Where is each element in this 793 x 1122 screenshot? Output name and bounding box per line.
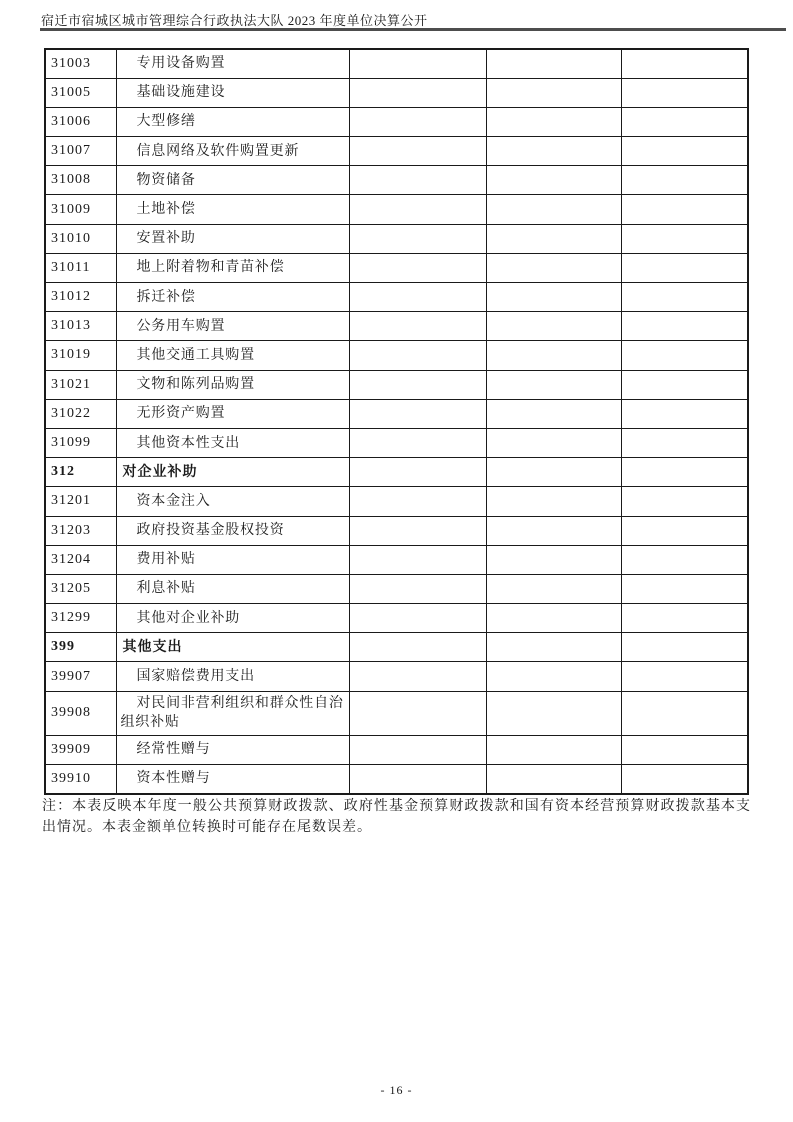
value-cell <box>621 399 748 428</box>
code-cell: 31013 <box>45 312 116 341</box>
code-cell: 31099 <box>45 428 116 457</box>
value-cell <box>621 312 748 341</box>
value-cell <box>486 341 621 370</box>
value-cell <box>486 49 621 78</box>
value-cell <box>621 341 748 370</box>
value-cell <box>349 399 486 428</box>
code-cell: 39909 <box>45 735 116 764</box>
item-name-cell: 费用补贴 <box>116 545 349 574</box>
item-name-cell: 资本金注入 <box>116 487 349 516</box>
table-row <box>45 574 748 603</box>
table-row <box>45 516 748 545</box>
value-cell <box>349 370 486 399</box>
code-cell: 31019 <box>45 341 116 370</box>
item-name-cell: 政府投资基金股权投资 <box>116 516 349 545</box>
value-cell <box>486 458 621 487</box>
value-cell <box>621 49 748 78</box>
code-cell: 31299 <box>45 604 116 633</box>
code-cell: 312 <box>45 458 116 487</box>
table-row <box>45 487 748 516</box>
table-row <box>45 428 748 457</box>
value-cell <box>349 166 486 195</box>
value-cell <box>621 458 748 487</box>
code-cell: 31003 <box>45 49 116 78</box>
value-cell <box>486 224 621 253</box>
header-rule <box>40 28 786 31</box>
table-row <box>45 195 748 224</box>
page-number: - 16 - <box>380 1083 413 1097</box>
value-cell <box>486 253 621 282</box>
value-cell <box>349 633 486 662</box>
value-cell <box>486 370 621 399</box>
code-cell: 31205 <box>45 574 116 603</box>
item-name-cell: 大型修缮 <box>116 107 349 136</box>
value-cell <box>349 312 486 341</box>
item-name-cell: 无形资产购置 <box>116 399 349 428</box>
value-cell <box>486 735 621 764</box>
value-cell <box>486 283 621 312</box>
value-cell <box>349 341 486 370</box>
value-cell <box>349 195 486 224</box>
table-row <box>45 399 748 428</box>
value-cell <box>621 662 748 691</box>
code-cell: 31006 <box>45 107 116 136</box>
table-row <box>45 224 748 253</box>
table-row <box>45 107 748 136</box>
value-cell <box>349 662 486 691</box>
code-cell: 31201 <box>45 487 116 516</box>
code-cell: 39907 <box>45 662 116 691</box>
table-row <box>45 370 748 399</box>
table-row <box>45 545 748 574</box>
code-cell: 31009 <box>45 195 116 224</box>
item-name-cell: 地上附着物和青苗补偿 <box>116 253 349 282</box>
value-cell <box>349 764 486 793</box>
item-name-cell: 对企业补助 <box>116 458 349 487</box>
item-name-cell: 拆迁补偿 <box>116 283 349 312</box>
item-name-cell: 基础设施建设 <box>116 78 349 107</box>
code-cell: 31021 <box>45 370 116 399</box>
value-cell <box>621 764 748 793</box>
value-cell <box>486 545 621 574</box>
item-name-cell: 专用设备购置 <box>116 49 349 78</box>
table-row <box>45 283 748 312</box>
value-cell <box>349 137 486 166</box>
value-cell <box>621 545 748 574</box>
item-name-cell: 经常性赠与 <box>116 735 349 764</box>
code-cell: 31203 <box>45 516 116 545</box>
value-cell <box>486 487 621 516</box>
value-cell <box>349 107 486 136</box>
value-cell <box>621 283 748 312</box>
value-cell <box>349 283 486 312</box>
value-cell <box>349 691 486 735</box>
item-name-cell: 物资储备 <box>116 166 349 195</box>
value-cell <box>486 516 621 545</box>
value-cell <box>486 691 621 735</box>
value-cell <box>486 312 621 341</box>
value-cell <box>621 78 748 107</box>
table-row <box>45 604 748 633</box>
value-cell <box>486 662 621 691</box>
expense-table-body <box>45 49 748 794</box>
value-cell <box>621 166 748 195</box>
value-cell <box>621 633 748 662</box>
value-cell <box>349 735 486 764</box>
value-cell <box>486 166 621 195</box>
value-cell <box>621 487 748 516</box>
code-cell: 31010 <box>45 224 116 253</box>
item-name-cell: 国家赔偿费用支出 <box>116 662 349 691</box>
code-cell: 31005 <box>45 78 116 107</box>
value-cell <box>486 604 621 633</box>
value-cell <box>349 78 486 107</box>
item-name-cell: 土地补偿 <box>116 195 349 224</box>
value-cell <box>621 691 748 735</box>
code-cell: 31008 <box>45 166 116 195</box>
value-cell <box>349 604 486 633</box>
footnote: 注：本表反映本年度一般公共预算财政拨款、政府性基金预算财政拨款和国有资本经营预算财政拨款基本支出情况。本表金额单位转换时可能存在尾数误差。 <box>42 799 751 835</box>
value-cell <box>349 253 486 282</box>
value-cell <box>621 370 748 399</box>
item-name-cell: 其他支出 <box>116 633 349 662</box>
table-row <box>45 633 748 662</box>
value-cell <box>349 487 486 516</box>
value-cell <box>349 49 486 78</box>
item-name-cell: 公务用车购置 <box>116 312 349 341</box>
item-name-cell: 其他资本性支出 <box>116 428 349 457</box>
value-cell <box>349 224 486 253</box>
expense-table <box>44 48 749 795</box>
item-name-cell: 安置补助 <box>116 224 349 253</box>
value-cell <box>486 764 621 793</box>
value-cell <box>486 574 621 603</box>
value-cell <box>349 458 486 487</box>
code-cell: 31007 <box>45 137 116 166</box>
code-cell: 39908 <box>45 691 116 735</box>
value-cell <box>349 545 486 574</box>
code-cell: 39910 <box>45 764 116 793</box>
value-cell <box>621 735 748 764</box>
table-row <box>45 312 748 341</box>
item-name-cell: 其他对企业补助 <box>116 604 349 633</box>
value-cell <box>621 107 748 136</box>
value-cell <box>486 399 621 428</box>
item-name-cell: 文物和陈列品购置 <box>116 370 349 399</box>
value-cell <box>621 516 748 545</box>
code-cell: 31204 <box>45 545 116 574</box>
table-row <box>45 691 748 735</box>
table-row <box>45 458 748 487</box>
value-cell <box>621 137 748 166</box>
table-row <box>45 341 748 370</box>
value-cell <box>486 195 621 224</box>
table-row <box>45 662 748 691</box>
item-name-cell: 资本性赠与 <box>116 764 349 793</box>
value-cell <box>621 574 748 603</box>
table-row <box>45 735 748 764</box>
code-cell: 31012 <box>45 283 116 312</box>
value-cell <box>621 195 748 224</box>
item-name-cell: 信息网络及软件购置更新 <box>116 137 349 166</box>
value-cell <box>486 78 621 107</box>
value-cell <box>349 428 486 457</box>
code-cell: 31022 <box>45 399 116 428</box>
item-name-cell: 利息补贴 <box>116 574 349 603</box>
code-cell: 31011 <box>45 253 116 282</box>
value-cell <box>621 224 748 253</box>
value-cell <box>621 604 748 633</box>
document-header-title: 宿迁市宿城区城市管理综合行政执法大队 2023 年度单位决算公开 <box>41 13 428 28</box>
item-name-cell: 其他交通工具购置 <box>116 341 349 370</box>
value-cell <box>621 253 748 282</box>
table-row <box>45 764 748 793</box>
table-row <box>45 166 748 195</box>
value-cell <box>621 428 748 457</box>
table-row <box>45 137 748 166</box>
table-row <box>45 78 748 107</box>
table-row <box>45 49 748 78</box>
table-row <box>45 253 748 282</box>
value-cell <box>486 107 621 136</box>
value-cell <box>349 516 486 545</box>
value-cell <box>486 137 621 166</box>
item-name-cell: 对民间非营利组织和群众性自治组织补贴 <box>116 691 349 735</box>
code-cell: 399 <box>45 633 116 662</box>
value-cell <box>486 428 621 457</box>
value-cell <box>349 574 486 603</box>
value-cell <box>486 633 621 662</box>
